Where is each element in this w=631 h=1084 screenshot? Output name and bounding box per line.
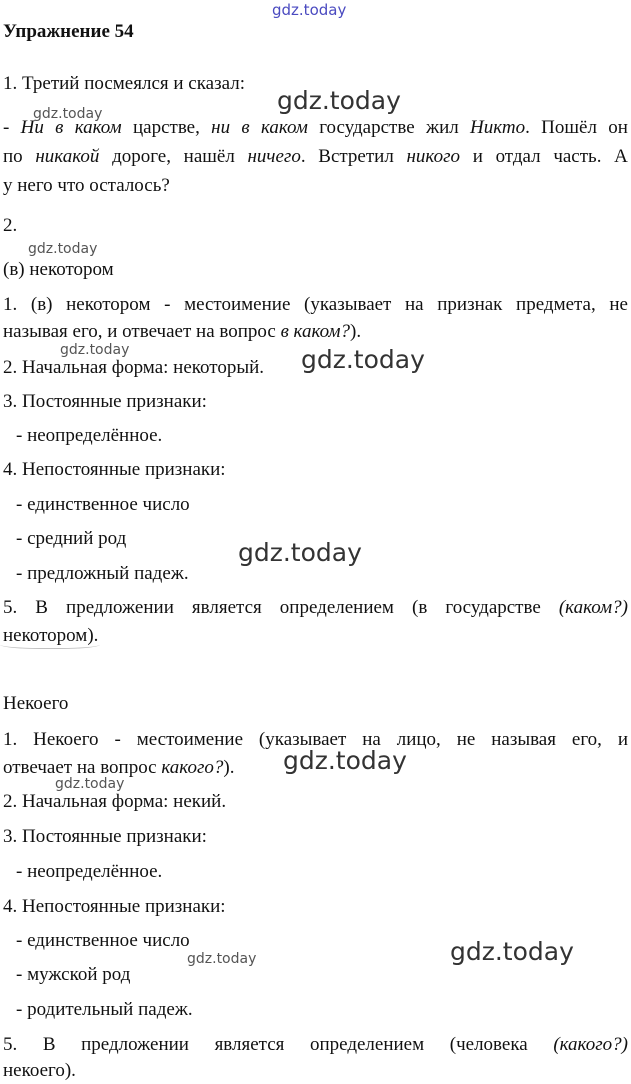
watermark: gdz.today [238,538,362,567]
analysis-line: 3. Постоянные признаки: [3,826,207,847]
analysis-line: 2. Начальная форма: некоторый. [3,357,265,378]
watermark: gdz.today [277,86,401,115]
analysis-line: отвечает на вопрос какого?). [3,757,235,778]
watermark: gdz.today [187,951,257,967]
watermark: gdz.today [55,776,125,792]
watermark: gdz.today [301,345,425,374]
section-number: 2. [3,215,18,236]
analysis-line: 4. Непостоянные признаки: [3,896,226,917]
paragraph-line: у него что осталось? [3,175,170,196]
paragraph-line: - Ни в каком царстве, ни в каком государстве жил Никто. Пошёл он [3,117,628,138]
analysis-line: 5. В предложении является определением (в государстве (каком?) [3,597,628,618]
analysis-line: - неопределённое. [16,861,163,882]
word-heading: (в) некотором [3,259,114,280]
analysis-line: 5. В предложении является определением (человека (какого?) [3,1034,628,1055]
analysis-line: - единственное число [16,930,190,951]
page-title: Упражнение 54 [3,21,134,42]
watermark: gdz.today [283,746,407,775]
analysis-line: - предложный падеж. [16,563,189,584]
analysis-line: 1. (в) некотором - местоимение (указывает на признак предмета, не [3,294,628,315]
watermark: gdz.today [450,937,574,966]
analysis-line: - средний род [16,528,127,549]
watermark-top: gdz.today [272,1,347,19]
pen-underline [0,638,100,649]
analysis-line: некоего). [3,1060,76,1081]
analysis-line: 3. Постоянные признаки: [3,391,207,412]
analysis-line: 1. Некоего - местоимение (указывает на лицо, не называя его, и [3,729,628,750]
watermark: gdz.today [28,241,98,257]
paragraph-line: по никакой дороге, нашёл ничего. Встретил никого и отдал часть. А [3,146,628,167]
analysis-line: - родительный падеж. [16,999,193,1020]
watermark: gdz.today [60,342,130,358]
paragraph: 1. Третий посмеялся и сказал: [3,73,245,94]
watermark: gdz.today [33,106,103,122]
analysis-line: некотором). [3,625,99,646]
analysis-line: - неопределённое. [16,425,163,446]
analysis-line: - мужской род [16,964,131,985]
analysis-line: - единственное число [16,494,190,515]
analysis-line: 4. Непостоянные признаки: [3,459,226,480]
analysis-line: 2. Начальная форма: некий. [3,791,227,812]
word-heading: Некоего [3,693,69,714]
analysis-line: называя его, и отвечает на вопрос в каком?). [3,321,362,342]
